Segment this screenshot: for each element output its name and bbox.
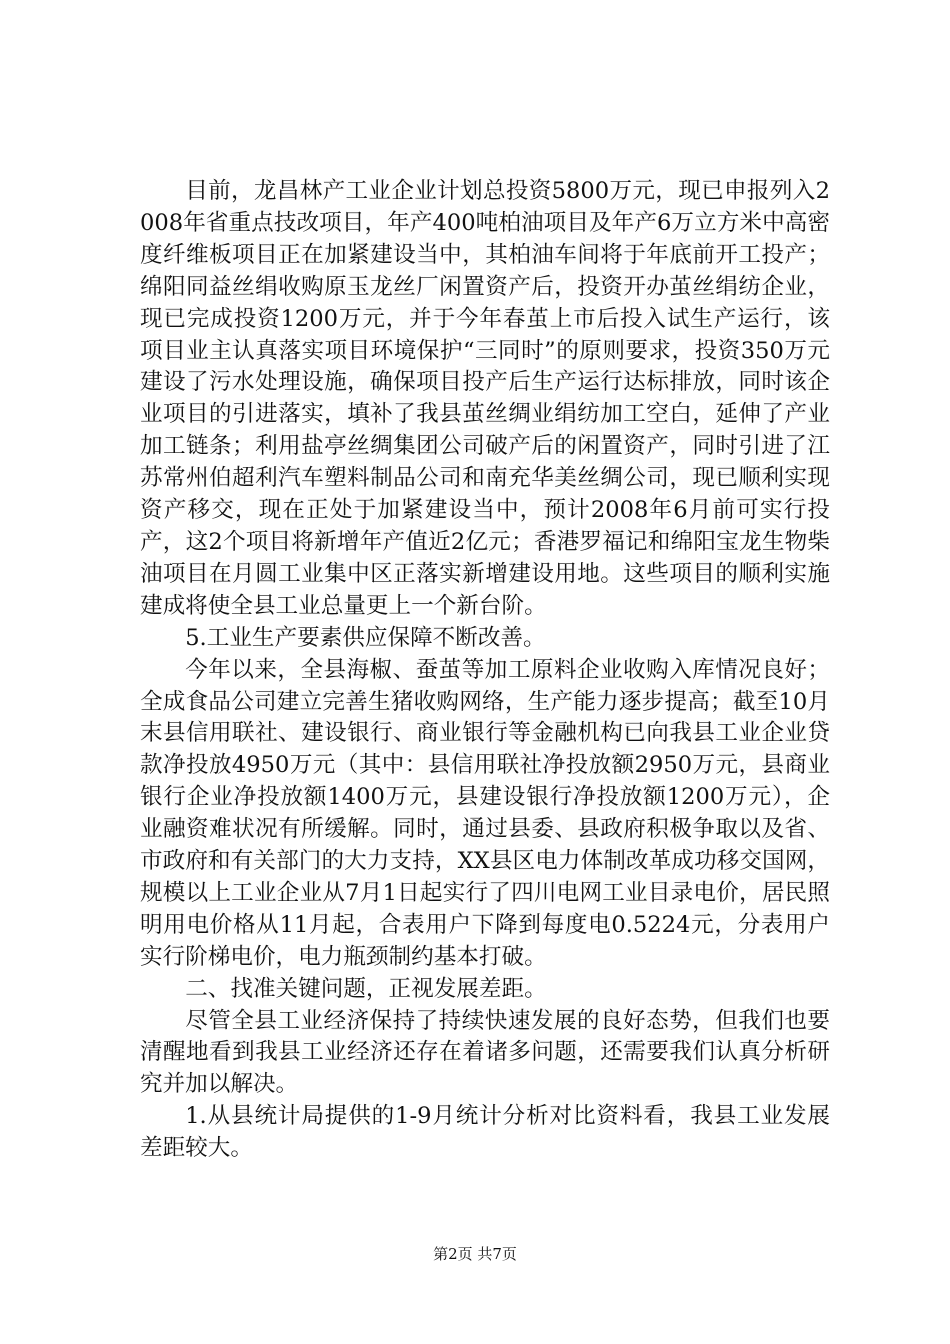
paragraph-problems-intro: 尽管全县工业经济保持了持续快速发展的良好态势，但我们也要清醒地看到我县工业经济还存在着诸多问题，还需要我们认真分析研究并加以解决。 [140,1007,830,1098]
page-footer: 第2页 共7页 [433,1245,517,1263]
section-heading-2: 二、找准关键问题，正视发展差距。 [185,975,547,1002]
paragraph-project-progress: 目前，龙昌林产工业企业计划总投资5800万元，现已申报列入2008年省重点技改项目，年产400吨柏油项目及年产6万立方米中高密度纤维板项目正在加紧建设当中，其柏油车间将于年底前开工投产；绵阳同益丝绢收购原玉龙丝厂闲置资产后，投资开办茧丝绢纺企业，现已完成投资1200万元，并于今年春茧上市后投入试生产运行，该项目业主认真落实项目环境保护“三同时”的原则要求，投资350万元建设了污水处理设施，确保项目投产后生产运行达标排放，同时该企业项目的引进落实，填补了我县茧丝绸业绢纺加工空白，延伸了产业加工链条；利用盐亭丝绸集团公司破产后的闲置资产，同时引进了江苏常州伯超利汽车塑料制品公司和南充华美丝绸公司，现已顺利实现资产移交，现在正处于加紧建设当中，预计2008年6月前可实行投产，这2个项目将新增年产值近2亿元；香港罗福记和绵阳宝龙生物柴油项目在月圆工业集中区正落实新增建设用地。这些项目的顺利实施建成将使全县工业总量更上一个新台阶。 [140,178,830,619]
paragraph-heading-5: 5.工业生产要素供应保障不断改善。 [185,624,546,651]
document-body [140,176,830,1165]
paragraph-item-1: 1.从县统计局提供的1-9月统计分析对比资料看，我县工业发展差距较大。 [140,1103,830,1162]
paragraph-supply-guarantee: 今年以来，全县海椒、蚕茧等加工原料企业收购入库情况良好；全成食品公司建立完善生猪收购网络，生产能力逐步提高；截至10月末县信用联社、建设银行、商业银行等金融机构已向我县工业企业贷款净投放4950万元（其中：县信用联社净投放额2950万元，县商业银行企业净投放额1400万元，县建设银行净投放额1200万元），企业融资难状况有所缓解。同时，通过县委、县政府积极争取以及省、市政府和有关部门的大力支持，XX县区电力体制改革成功移交国网，规模以上工业企业从7月1日起实行了四川电网工业目录电价，居民照明用电价格从11月起，合表用户下降到每度电0.5224元，分表用户实行阶梯电价，电力瓶颈制约基本打破。 [140,656,830,970]
